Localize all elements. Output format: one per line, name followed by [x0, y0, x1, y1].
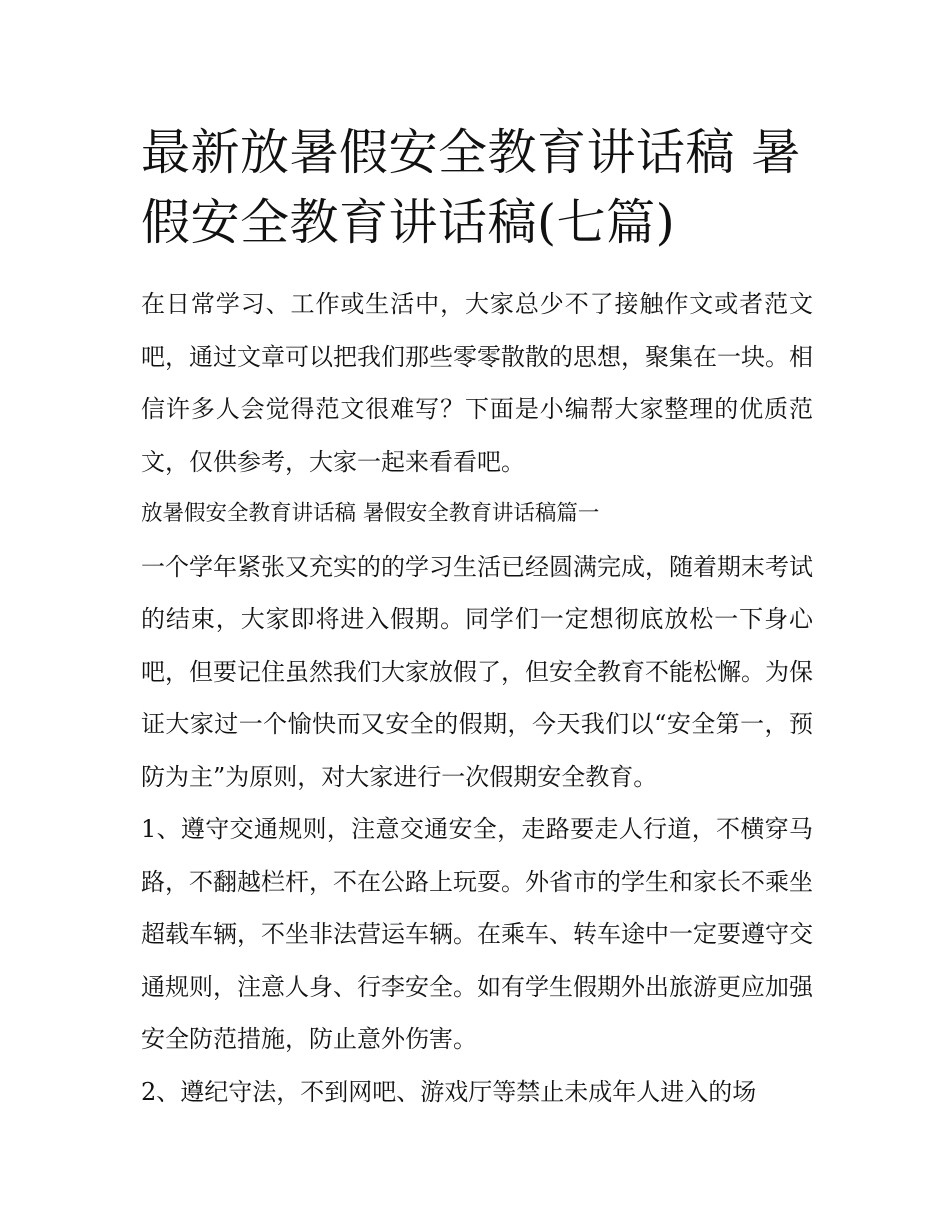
body-paragraph-2: 1、遵守交通规则，注意交通安全，走路要走人行道，不横穿马路，不翻越栏杆，不在公路上玩耍。外省市的学生和家长不乘坐超载车辆，不坐非法营运车辆。在乘车、转车途中一定要遵守交通规则，注意人身、行李安全。如有学生假期外出旅游更应加强安全防范措施，防止意外伤害。	[141, 815, 813, 1053]
body-paragraph-3: 2、遵纪守法，不到网吧、游戏厅等禁止未成年人进入的场	[141, 1077, 757, 1106]
document-content	[141, 118, 813, 1118]
intro-paragraph: 在日常学习、工作或生活中，大家总少不了接触作文或者范文吧，通过文章可以把我们那些零零散散的思想，聚集在一块。相信许多人会觉得范文很难写？下面是小编帮大家整理的优质范文，仅供参考，大家一起来看看吧。	[141, 290, 813, 476]
document-title: 最新放暑假安全教育讲话稿 暑假安全教育讲话稿(七篇)	[141, 124, 801, 251]
section-heading: 放暑假安全教育讲话稿 暑假安全教育讲话稿篇一	[141, 501, 600, 526]
body-paragraph-1: 一个学年紧张又充实的的学习生活已经圆满完成，随着期末考试的结束，大家即将进入假期。同学们一定想彻底放松一下身心吧，但要记住虽然我们大家放假了，但安全教育不能松懈。为保证大家过一个愉快而又安全的假期，今天我们以“安全第一，预防为主”为原则，对大家进行一次假期安全教育。	[141, 552, 813, 791]
